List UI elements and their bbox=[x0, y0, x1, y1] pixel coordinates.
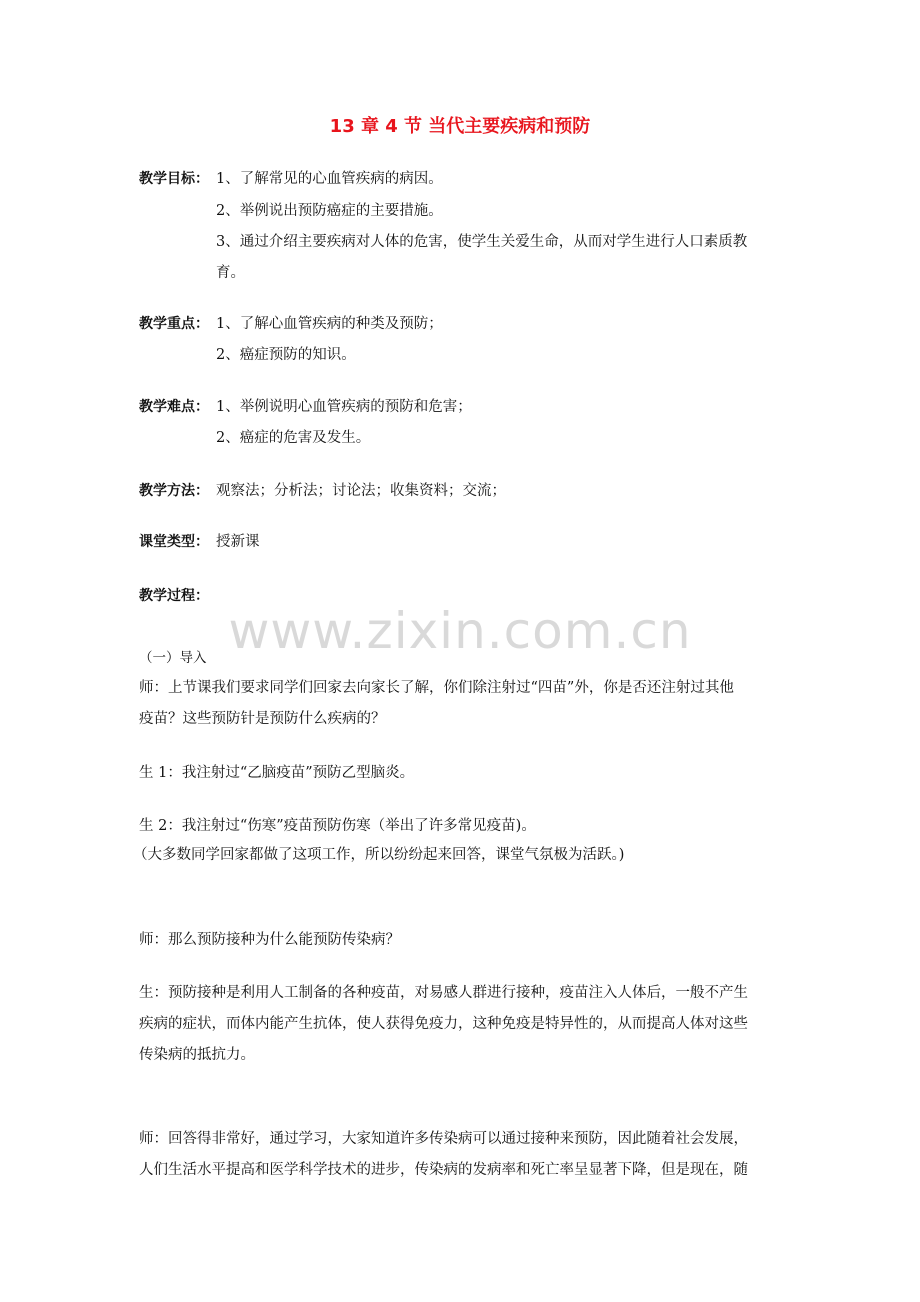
paragraph-6-line-2: 疾病的症状，而体内能产生抗体，使人获得免疫力，这种免疫是特异性的，从而提高人体对这些 bbox=[139, 1016, 748, 1032]
paragraph-3: 生 2：我注射过“伤寒”疫苗预防伤寒（举出了许多常见疫苗)。 bbox=[139, 818, 536, 834]
paragraph-1-line-1: 师：上节课我们要求同学们回家去向家长了解，你们除注射过“四苗”外，你是否还注射过其他 bbox=[139, 680, 734, 696]
goal-item-3-cont: 育。 bbox=[216, 265, 245, 281]
paragraph-1-line-2: 疫苗？这些预防针是预防什么疾病的？ bbox=[139, 711, 386, 727]
paragraph-6-line-3: 传染病的抵抗力。 bbox=[139, 1047, 255, 1063]
process-label: 教学过程： bbox=[139, 588, 209, 604]
paragraph-7-line-1: 师：回答得非常好，通过学习，大家知道许多传染病可以通过接种来预防，因此随着社会发展， bbox=[139, 1131, 748, 1147]
key-point-item-2: 2、癌症预防的知识。 bbox=[216, 347, 356, 363]
difficulty-item-1: 1、举例说明心血管疾病的预防和危害； bbox=[216, 399, 472, 415]
goal-item-2: 2、举例说出预防癌症的主要措施。 bbox=[216, 203, 443, 219]
paragraph-7-line-2: 人们生活水平提高和医学科学技术的进步，传染病的发病率和死亡率呈显著下降，但是现在，随 bbox=[139, 1162, 748, 1178]
paragraph-6-line-1: 生：预防接种是利用人工制备的各种疫苗，对易感人群进行接种，疫苗注入人体后，一般不产生 bbox=[139, 985, 748, 1001]
paragraph-5: 师：那么预防接种为什么能预防传染病？ bbox=[139, 932, 400, 948]
goals-label: 教学目标： bbox=[139, 171, 209, 187]
methods-value: 观察法；分析法；讨论法；收集资料；交流； bbox=[216, 483, 506, 499]
paragraph-4: （大多数同学回家都做了这项工作，所以纷纷起来回答，课堂气氛极为活跃。) bbox=[133, 847, 625, 863]
class-type-value: 授新课 bbox=[216, 534, 260, 550]
document-title: 13 章 4 节 当代主要疾病和预防 bbox=[329, 116, 591, 137]
key-points-label: 教学重点： bbox=[139, 316, 209, 332]
class-type-label: 课堂类型： bbox=[139, 534, 209, 550]
methods-label: 教学方法： bbox=[139, 483, 209, 499]
watermark: www.zixin.com.cn bbox=[228, 602, 692, 660]
intro-heading: （一）导入 bbox=[139, 650, 207, 666]
goal-item-3: 3、通过介绍主要疾病对人体的危害，使学生关爱生命，从而对学生进行人口素质教 bbox=[216, 234, 748, 250]
key-point-item-1: 1、了解心血管疾病的种类及预防； bbox=[216, 316, 443, 332]
difficulty-item-2: 2、癌症的危害及发生。 bbox=[216, 430, 371, 446]
paragraph-2: 生 1：我注射过“乙脑疫苗”预防乙型脑炎。 bbox=[139, 765, 415, 781]
difficulties-label: 教学难点： bbox=[139, 399, 209, 415]
goal-item-1: 1、了解常见的心血管疾病的病因。 bbox=[216, 171, 443, 187]
